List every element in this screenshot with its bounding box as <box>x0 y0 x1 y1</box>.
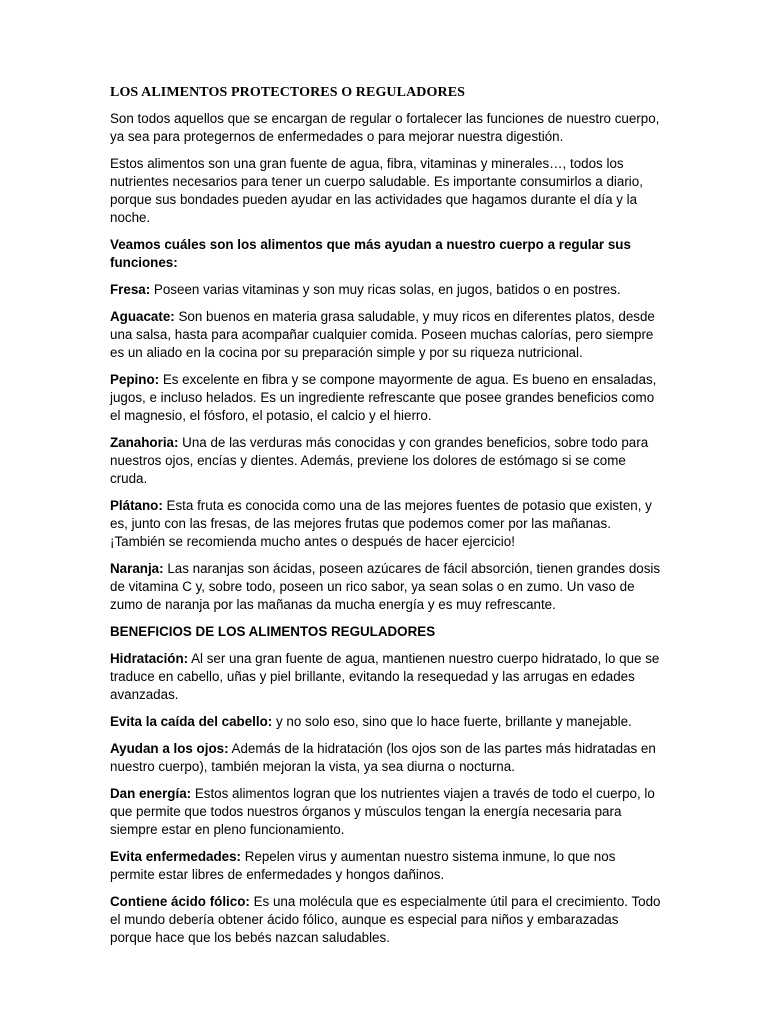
benefit-term: Contiene ácido fólico: <box>110 894 250 909</box>
benefit-item-ojos <box>110 740 662 776</box>
benefit-description: y no solo eso, sino que lo hace fuerte, brillante y manejable. <box>272 714 632 729</box>
food-term: Plátano: <box>110 498 163 513</box>
food-description: Esta fruta es conocida como una de las mejores fuentes de potasio que existen, y es, junto con las fresas, de las mejores frutas que podemos comer por las mañanas. ¡También se recomienda mucho antes o después de hacer ejercicio! <box>110 498 652 549</box>
intro-paragraph: Estos alimentos son una gran fuente de agua, fibra, vitaminas y minerales…, todos los nutrientes necesarios para tener un cuerpo saludable. Es importante consumirlos a diario, porque sus bondades pueden ayudar en las actividades que hagamos durante el día y la noche. <box>110 156 643 225</box>
food-term: Fresa: <box>110 282 151 297</box>
intro-paragraph: Son todos aquellos que se encargan de regular o fortalecer las funciones de nuestro cuerpo, ya sea para protegernos de enfermedades o para mejorar nuestra digestión. <box>110 111 660 144</box>
benefit-term: Evita la caída del cabello: <box>110 714 273 729</box>
benefit-description: Estos alimentos logran que los nutrientes viajen a través de todo el cuerpo, lo que permite que todos nuestros órganos y músculos tengan la energía necesaria para siempre estar en pleno funcionamiento. <box>110 786 655 837</box>
food-item-fresa <box>110 281 662 299</box>
benefits-heading: BENEFICIOS DE LOS ALIMENTOS REGULADORES <box>110 624 436 639</box>
document-title: LOS ALIMENTOS PROTECTORES O REGULADORES <box>110 85 466 100</box>
food-term: Pepino: <box>110 372 160 387</box>
food-description: Las naranjas son ácidas, poseen azúcares de fácil absorción, tienen grandes dosis de vitamina C y, sobre todo, poseen un rico sabor, ya sean solas o en zumo. Un vaso de zumo de naranja por las mañanas da mucha energía y es muy refrescante. <box>110 561 661 612</box>
food-term: Zanahoria: <box>110 435 179 450</box>
benefit-term: Hidratación: <box>110 651 189 666</box>
benefit-term: Evita enfermedades: <box>110 849 241 864</box>
food-description: Una de las verduras más conocidas y con grandes beneficios, sobre todo para nuestros ojos, encías y dientes. Además, previene los dolores de estómago si se come cruda. <box>110 435 649 486</box>
benefit-item-hidratacion <box>110 650 662 704</box>
benefit-description: Además de la hidratación (los ojos son de las partes más hidratadas en nuestro cuerpo), también mejoran la vista, ya sea diurna o nocturna. <box>110 741 656 774</box>
food-item-pepino <box>110 371 662 425</box>
food-description: Poseen varias vitaminas y son muy ricas solas, en jugos, batidos o en postres. <box>150 282 621 297</box>
benefit-term: Ayudan a los ojos: <box>110 741 229 756</box>
benefit-item-cabello <box>110 713 662 731</box>
food-item-zanahoria <box>110 434 662 488</box>
benefit-term: Dan energía: <box>110 786 192 801</box>
foods-heading: Veamos cuáles son los alimentos que más ayudan a nuestro cuerpo a regular sus funciones: <box>110 237 631 270</box>
benefit-item-energia <box>110 785 662 839</box>
food-term: Aguacate: <box>110 309 175 324</box>
benefit-description: Repelen virus y aumentan nuestro sistema inmune, lo que nos permite estar libres de enfermedades y hongos dañinos. <box>110 849 616 882</box>
food-item-aguacate <box>110 308 662 362</box>
food-item-naranja <box>110 560 662 614</box>
food-item-platano <box>110 497 662 551</box>
benefit-item-acido-folico <box>110 893 662 947</box>
food-term: Naranja: <box>110 561 164 576</box>
document-page <box>110 84 662 956</box>
food-description: Es excelente en fibra y se compone mayormente de agua. Es bueno en ensaladas, jugos, e incluso helados. Es un ingrediente refrescante que posee grandes beneficios como el magnesio, el fósforo, el potasio, el calcio y el hierro. <box>110 372 657 423</box>
benefit-description: Al ser una gran fuente de agua, mantienen nuestro cuerpo hidratado, lo que se traduce en cabello, uñas y piel brillante, evitando la resequedad y las arrugas en edades avanzadas. <box>110 651 660 702</box>
benefit-description: Es una molécula que es especialmente útil para el crecimiento. Todo el mundo debería obtener ácido fólico, aunque es especial para niños y embarazadas porque hace que los bebés nazcan saludables. <box>110 894 661 945</box>
benefit-item-enfermedades <box>110 848 662 884</box>
food-description: Son buenos en materia grasa saludable, y muy ricos en diferentes platos, desde una salsa, hasta para acompañar cualquier comida. Poseen muchas calorías, pero siempre es un aliado en la cocina por su preparación simple y por su riqueza nutricional. <box>110 309 655 360</box>
